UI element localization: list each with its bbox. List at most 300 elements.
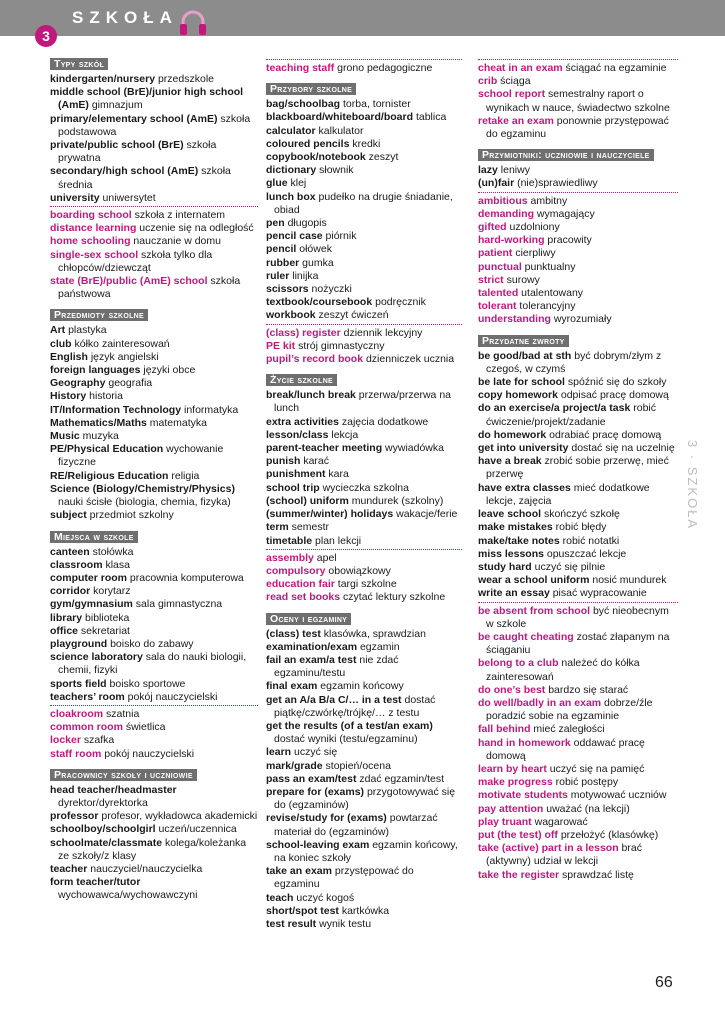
vocab-translation: grono pedagogiczne [334, 62, 433, 74]
vocab-term: be absent from school [478, 604, 591, 617]
vocab-translation: klasa [102, 558, 130, 571]
vocab-translation: ambitny [527, 194, 568, 207]
vocab-translation: dobrze/źle poradzić sobie na egzaminie [486, 696, 653, 723]
vocab-term: make progress [478, 776, 553, 789]
vocab-term: (class) register [266, 326, 341, 339]
vocab-entry [266, 111, 462, 124]
vocab-entry [266, 654, 462, 680]
vocab-term: learn [266, 746, 292, 759]
vocab-entry [50, 823, 258, 836]
vocab-term: be good/bad at sth [478, 349, 572, 362]
vocab-term: History [50, 390, 87, 403]
vocab-term: university [50, 191, 100, 204]
vocab-term: talented [478, 287, 519, 300]
vocab-term: miss lessons [478, 547, 544, 560]
vocab-translation: uczyć się [291, 746, 338, 759]
vocab-entry [50, 572, 258, 585]
vocab-translation: mundurek (szkolny) [348, 494, 444, 507]
vocab-entry [50, 598, 258, 611]
vocab-entry [266, 552, 462, 565]
vocab-term: final exam [266, 680, 318, 693]
vocab-entry [50, 165, 258, 191]
vocab-term: schoolmate/classmate [50, 836, 163, 849]
vocab-entry [50, 235, 258, 248]
vocab-entry [266, 138, 462, 151]
vocab-translation: (nie)sprawiedliwy [514, 177, 598, 190]
vocab-translation: sprawdzać listę [559, 868, 634, 881]
vocab-translation: strój gimnastyczny [295, 339, 385, 352]
vocab-term: hard-working [478, 234, 545, 247]
vocab-entry [266, 327, 462, 340]
vocab-entry [266, 578, 462, 591]
vocab-term: Music [50, 430, 80, 443]
vocab-entry [50, 222, 258, 235]
vocab-translation: pokój nauczycielski [101, 747, 195, 760]
vocab-translation: egzamin [357, 640, 400, 653]
vocab-term: copy homework [478, 389, 558, 402]
vocab-translation: apel [313, 551, 337, 564]
vocab-entry [478, 261, 678, 274]
vocab-term: demanding [478, 207, 535, 220]
vocab-translation: targi szkolne [334, 578, 397, 591]
vocab-entry [50, 509, 258, 522]
vocab-entry [478, 631, 678, 657]
vocab-entry [50, 86, 258, 112]
vocab-translation: wychowanie fizyczne [58, 443, 224, 469]
vocab-translation: nie zdać egzaminu/testu [274, 653, 399, 680]
vocab-term: state (BrE)/public (AmE) school [50, 275, 208, 288]
vocab-term: cheat in an exam [478, 62, 563, 74]
dotted-divider [50, 705, 258, 706]
vocab-term: classroom [50, 558, 103, 571]
vocab-translation: pisać wypracowanie [549, 587, 647, 600]
vocab-translation: biblioteka [82, 611, 130, 624]
vocab-entry [50, 139, 258, 165]
vocab-entry [266, 151, 462, 164]
vocab-entry [50, 559, 258, 572]
section-heading: Przydatne zwroty [478, 335, 569, 347]
vocab-term: take (active) part in a lesson [478, 842, 619, 855]
vocab-entry [266, 468, 462, 481]
vocab-term: break/lunch break [266, 389, 356, 402]
vocab-entry [50, 390, 258, 403]
vocab-term: PE kit [266, 339, 296, 352]
vocab-entry [478, 684, 678, 697]
vocab-entry [50, 443, 258, 469]
vocab-term: rubber [266, 256, 300, 269]
headphones-icon [178, 8, 208, 38]
vocab-entry [266, 839, 462, 865]
dotted-divider [478, 192, 678, 193]
vocab-translation: leniwy [497, 164, 530, 177]
vocab-entry [478, 350, 678, 376]
vocab-term: tolerant [478, 300, 517, 313]
vocab-translation: uczeń/uczennica [155, 823, 237, 836]
vocab-translation: tablica [413, 111, 447, 124]
vocab-entry [50, 612, 258, 625]
vocab-translation: przystępować do egzaminu [274, 865, 414, 891]
vocab-entry [266, 535, 462, 548]
section-heading: Przybory szkolne [266, 83, 356, 95]
vocab-term: patient [478, 247, 513, 260]
vocab-entry [478, 697, 678, 723]
vocab-translation: ponownie przystępować do egzaminu [486, 114, 669, 141]
vocab-translation: słownik [316, 164, 354, 177]
vocab-translation: szkoła tylko dla chłopców/dziewcząt [58, 248, 213, 274]
vocab-translation: podręcznik [372, 296, 426, 309]
vocab-entry [478, 164, 678, 177]
vocab-term: teach [266, 891, 294, 904]
vocab-entry [266, 746, 462, 759]
vocab-translation: ołówek [296, 243, 332, 256]
vocab-entry [50, 546, 258, 559]
vocab-translation: szkoła z internatem [131, 209, 226, 222]
section-heading: Pracownicy szkoły i uczniowie [50, 769, 197, 781]
vocab-entry [50, 275, 258, 301]
vocab-term: glue [266, 177, 288, 190]
vocab-term: do well/badly in an exam [478, 696, 602, 709]
vocab-term: coloured pencils [266, 137, 350, 150]
vocab-term: professor [50, 810, 99, 823]
vocab-term: secondary/high school (AmE) [50, 165, 199, 178]
vocab-translation: nauczyciel/nauczycielka [87, 862, 203, 875]
vocab-term: Science (Biology/Chemistry/Physics) [50, 482, 235, 495]
vocab-term: school report [478, 88, 546, 101]
vocab-entry [478, 221, 678, 234]
vocab-translation: tolerancyjny [516, 300, 576, 313]
vocab-translation: bardzo się starać [545, 683, 629, 696]
vocab-entry [50, 625, 258, 638]
vocab-translation: ściąga [497, 75, 531, 88]
vocab-term: put (the test) off [478, 828, 558, 841]
vocab-term: be late for school [478, 376, 565, 389]
vocab-translation: sala do nauki biologii, chemii, fizyki [58, 651, 247, 677]
vocab-term: RE/Religious Education [50, 469, 169, 482]
vocab-entry [50, 338, 258, 351]
vocab-translation: pracownia komputerowa [127, 571, 244, 584]
vocab-translation: kalkulator [315, 124, 364, 137]
vocab-entry [478, 234, 678, 247]
vocab-term: locker [50, 734, 81, 747]
section-heading: Życie szkolne [266, 374, 337, 386]
vocab-term: foreign languages [50, 364, 141, 377]
vocab-entry [478, 376, 678, 389]
vocab-term: schoolboy/schoolgirl [50, 823, 156, 836]
vocab-term: extra activities [266, 415, 339, 428]
vocab-translation: ściągać na egzaminie [562, 62, 667, 74]
vocab-translation: wychowawca/wychowawczyni [58, 889, 198, 902]
vocab-translation: dzienniczek ucznia [363, 353, 455, 366]
vocab-term: single-sex school [50, 248, 139, 261]
vocab-term: study hard [478, 560, 532, 573]
vocab-term: workbook [266, 309, 316, 322]
vocab-translation: zajęcia dodatkowe [338, 415, 429, 428]
vocab-entry [478, 313, 678, 326]
vocab-term: lunch box [266, 190, 316, 203]
vocab-term: take the register [478, 868, 560, 881]
vocab-term: fail an exam/a test [266, 653, 357, 666]
vocab-entry [266, 786, 462, 812]
vocab-translation: klasówka, sprawdzian [320, 627, 426, 640]
vocab-translation: punktualny [521, 260, 576, 273]
vocab-translation: język angielski [87, 350, 159, 363]
vocab-term: read set books [266, 591, 341, 604]
vocab-term: cloakroom [50, 707, 104, 720]
vocab-entry [266, 680, 462, 693]
vocab-translation: być dobrym/złym z czegoś, w czymś [486, 349, 662, 375]
vocab-entry [478, 723, 678, 736]
vocab-term: compulsory [266, 564, 326, 577]
vocab-entry [50, 430, 258, 443]
vocab-entry [266, 389, 462, 415]
vocab-term: punctual [478, 260, 522, 273]
vocab-term: (summer/winter) holidays [266, 508, 394, 521]
vocab-entry [50, 721, 258, 734]
vocab-term: scissors [266, 283, 309, 296]
vocab-entry [266, 495, 462, 508]
vocab-entry [266, 191, 462, 217]
vocab-entry [266, 62, 462, 75]
vocab-term: make mistakes [478, 521, 553, 534]
vocab-translation: uczyć kogoś [293, 891, 355, 904]
vocab-translation: odpisać pracę domową [557, 389, 669, 402]
vocab-term: textbook/coursebook [266, 296, 373, 309]
vocab-translation: pokój nauczycielski [124, 690, 218, 703]
vocab-translation: uniwersytet [99, 191, 156, 204]
section-heading: Przymiotniki: uczniowie i nauczyciele [478, 149, 654, 161]
vocab-term: write an essay [478, 587, 550, 600]
vocab-translation: motywować uczniów [567, 789, 667, 802]
vocab-term: pencil [266, 243, 297, 256]
vocab-term: motivate students [478, 789, 568, 802]
vocab-entry [266, 340, 462, 353]
vocab-entry [266, 125, 462, 138]
vocab-term: revise/study for (exams) [266, 812, 387, 825]
vocab-entry [266, 164, 462, 177]
vocab-term: make/take notes [478, 534, 560, 547]
vocab-translation: szkoła podstawowa [58, 112, 251, 138]
dotted-divider [478, 59, 678, 60]
vocab-term: copybook/notebook [266, 151, 366, 164]
vocab-term: wear a school uniform [478, 574, 590, 587]
vocab-entry [478, 829, 678, 842]
vocab-term: strict [478, 273, 504, 286]
vocab-translation: zostać złapanym na ściąganiu [486, 630, 670, 657]
vocab-entry [478, 177, 678, 190]
vocab-translation: boisko sportowe [106, 677, 186, 690]
vocab-term: form teacher/tutor [50, 876, 141, 889]
vocab-entry [266, 217, 462, 230]
vocab-term: examination/exam [266, 640, 358, 653]
vocab-entry [266, 353, 462, 366]
vocab-entry [266, 296, 462, 309]
vocab-term: fall behind [478, 723, 531, 736]
vocab-translation: nauki ścisłe (biologia, chemia, fizyka) [58, 496, 231, 509]
vocab-term: (school) uniform [266, 494, 349, 507]
vocab-entry [478, 776, 678, 789]
vocab-entry [478, 816, 678, 829]
vocab-entry [50, 192, 258, 205]
vocab-entry [50, 678, 258, 691]
vocab-entry [50, 377, 258, 390]
vocab-translation: robić notatki [559, 534, 620, 547]
vocab-term: have a break [478, 455, 542, 468]
vocab-entry [266, 865, 462, 891]
vocab-entry [266, 773, 462, 786]
dotted-divider [478, 602, 678, 603]
vocab-entry [478, 574, 678, 587]
vocab-translation: wyrozumiały [550, 313, 612, 326]
vocab-translation: uczyć się na pamięć [546, 762, 645, 775]
vocab-translation: opuszczać lekcje [543, 547, 627, 560]
section-heading: Oceny i egzaminy [266, 613, 351, 625]
vocab-term: play truant [478, 815, 532, 828]
vocab-entry [478, 657, 678, 683]
vocab-entry [266, 270, 462, 283]
vocab-translation: surowy [503, 273, 540, 286]
vocab-translation: karać [300, 455, 330, 468]
vocab-term: teachers’ room [50, 690, 125, 703]
vocab-term: take an exam [266, 865, 332, 878]
vocab-entry [266, 429, 462, 442]
vocab-translation: przedmiot szkolny [86, 509, 174, 522]
vocab-translation: utalentowany [518, 287, 584, 300]
vocab-term: head teacher/headmaster [50, 783, 177, 796]
vocab-translation: kara [325, 468, 349, 481]
vocab-translation: szkoła państwowa [58, 275, 241, 301]
vocab-term: pupil’s record book [266, 353, 364, 366]
vocab-entry [266, 521, 462, 534]
vocab-entry [266, 230, 462, 243]
vocab-term: PE/Physical Education [50, 443, 164, 456]
vocab-entry [478, 208, 678, 221]
vocab-term: gym/gymnasium [50, 598, 133, 611]
vocab-translation: plan lekcji [312, 534, 362, 547]
vocab-translation: religia [168, 469, 200, 482]
vocab-term: parent-teacher meeting [266, 442, 383, 455]
vocab-term: mark/grade [266, 759, 323, 772]
vocab-entry [266, 508, 462, 521]
vocab-term: (class) test [266, 627, 321, 640]
vocab-translation: zrobić sobie przerwę, mieć przerwę [486, 455, 669, 481]
vocab-translation: boisko do zabawy [107, 637, 194, 650]
vocab-translation: wycieczka szkolna [319, 481, 409, 494]
vocab-entry [266, 591, 462, 604]
vocab-term: education fair [266, 578, 335, 591]
vocab-translation: przerwa/przerwa na lunch [274, 389, 451, 415]
vocab-entry [478, 482, 678, 508]
dotted-divider [50, 206, 258, 207]
vocab-term: understanding [478, 313, 551, 326]
vocab-term: middle school (BrE)/junior high school (AmE) [50, 86, 244, 112]
vocab-translation: kolega/koleżanka ze szkoły/z klasy [58, 836, 247, 862]
vocab-entry [478, 561, 678, 574]
vocab-term: pass an exam/test [266, 772, 357, 785]
vocab-entry [50, 209, 258, 222]
vocab-entry [478, 442, 678, 455]
vocab-entry [478, 763, 678, 776]
vocab-entry [50, 876, 258, 902]
vocab-entry [50, 404, 258, 417]
vocab-entry [478, 195, 678, 208]
vocab-entry [266, 892, 462, 905]
vocab-translation: piórnik [322, 230, 357, 243]
vocab-translation: mieć zaległości [530, 723, 605, 736]
vocab-entry [478, 521, 678, 534]
vocab-entry [266, 694, 462, 720]
vocab-translation: powtarzać materiał do (egzaminów) [274, 812, 438, 838]
vocab-term: ruler [266, 269, 290, 282]
vocab-entry [266, 918, 462, 931]
vocab-translation: semestr [288, 521, 330, 534]
vocab-term: calculator [266, 124, 316, 137]
vocab-entry [50, 470, 258, 483]
vocab-translation: kartkówka [338, 904, 390, 917]
vocab-term: Art [50, 324, 66, 337]
vocab-translation: lekcja [328, 428, 359, 441]
vocab-term: prepare for (exams) [266, 785, 365, 798]
vocab-translation: profesor, wykładowca akademicki [98, 810, 258, 823]
vocab-term: common room [50, 721, 123, 734]
vocab-term: pay attention [478, 802, 544, 815]
vocab-translation: dziennik lekcyjny [340, 326, 423, 339]
vocab-translation: przygotowywać się do (egzaminów) [274, 785, 456, 812]
vocab-entry [478, 842, 678, 868]
vocab-entry [50, 691, 258, 704]
vocab-term: Mathematics/Maths [50, 416, 147, 429]
vocab-translation: kredki [349, 137, 381, 150]
vocab-term: get into university [478, 442, 569, 455]
vocab-translation: należeć do kółka zainteresowań [486, 657, 640, 683]
vocab-term: blackboard/whiteboard/board [266, 111, 414, 124]
vocab-translation: cierpliwy [512, 247, 556, 260]
vocab-entry [478, 75, 678, 88]
vocab-entry [266, 641, 462, 654]
vocab-translation: przełożyć (klasówkę) [557, 828, 659, 841]
vocab-entry [478, 62, 678, 75]
vocab-term: ambitious [478, 194, 528, 207]
vocab-translation: czytać lektury szkolne [340, 591, 446, 604]
vocab-entry [266, 812, 462, 838]
vocab-translation: długopis [284, 217, 327, 230]
vocab-term: IT/Information Technology [50, 403, 182, 416]
vocab-translation: szatnia [103, 707, 140, 720]
vocab-translation: szkoła średnia [58, 165, 231, 191]
vocab-column-2 [266, 58, 462, 931]
vocab-translation: mieć dodatkowe lekcje, zajęcia [486, 481, 650, 507]
vocab-term: corridor [50, 585, 91, 598]
vocab-entry [478, 115, 678, 141]
vocab-translation: zdać egzamin/test [356, 772, 445, 785]
vocab-term: school-leaving exam [266, 838, 370, 851]
vocab-translation: stopień/ocena [322, 759, 391, 772]
vocab-term: test result [266, 917, 317, 930]
vocab-translation: wynik testu [316, 917, 372, 930]
vocab-translation: kółko zainteresowań [71, 337, 170, 350]
vocab-entry [266, 283, 462, 296]
vocab-term: dictionary [266, 164, 317, 177]
vocab-entry [478, 429, 678, 442]
vocab-term: timetable [266, 534, 313, 547]
vocab-term: subject [50, 509, 87, 522]
vocab-term: playground [50, 637, 108, 650]
vocab-entry [50, 837, 258, 863]
vocab-translation: wymagający [534, 207, 595, 220]
vocab-entry [50, 708, 258, 721]
vocab-entry [266, 442, 462, 455]
dotted-divider [266, 549, 462, 550]
vocab-entry [478, 789, 678, 802]
